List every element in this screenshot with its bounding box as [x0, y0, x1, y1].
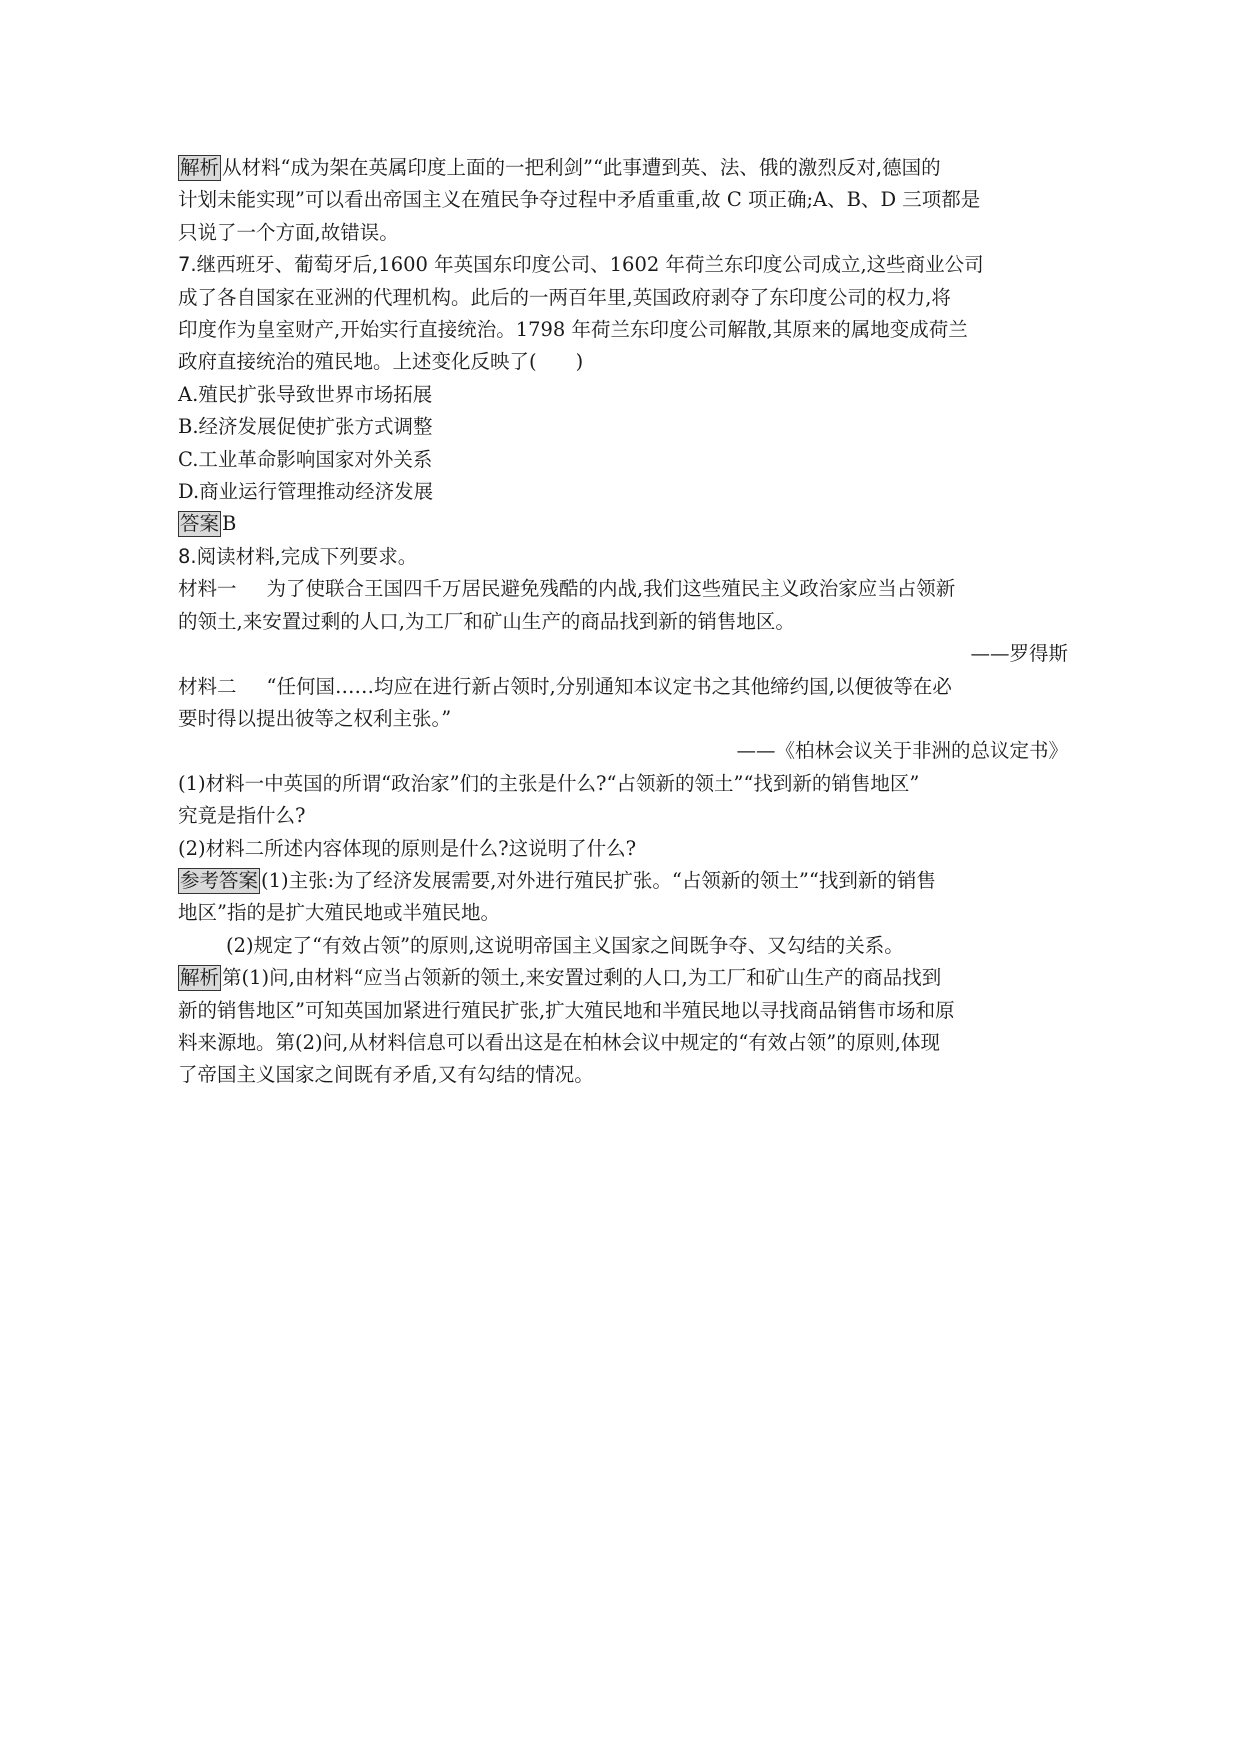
q8-analysis-line-2: 新的销售地区”可知英国加紧进行殖民扩张,扩大殖民地和半殖民地以寻找商品销售市场和原	[178, 998, 955, 1022]
q8-material1-source: ——罗得斯	[970, 642, 1068, 666]
question-8	[178, 541, 1068, 1092]
analysis-tag: 解析	[180, 966, 220, 990]
q8-analysis-line-3: 料来源地。第(2)问,从材料信息可以看出这是在柏林会议中规定的“有效占领”的原则,体现	[178, 1030, 940, 1054]
q7-answer-value: B	[222, 512, 237, 536]
q8-analysis-line-1: 解析 第(1)问,由材料“应当占领新的领土,来安置过剩的人口,为工厂和矿山生产的商品找到	[180, 966, 942, 990]
material1-label: 材料一	[178, 577, 237, 601]
q8-analysis-line-4: 了帝国主义国家之间既有矛盾,又有勾结的情况。	[178, 1063, 594, 1087]
q6-analysis	[178, 152, 1068, 249]
q7-stem-line-2: 成了各自国家在亚洲的代理机构。此后的一两百年里,英国政府剥夺了东印度公司的权力,将	[178, 285, 951, 309]
document-body	[178, 152, 1068, 1092]
q8-material2-line-1: 材料二 “任何国……均应在进行新占领时,分别通知本议定书之其他缔约国,以便彼等在必	[178, 674, 952, 698]
q7-number: 7.	[178, 253, 197, 277]
q7-stem-line-4: 政府直接统治的殖民地。上述变化反映了( )	[178, 350, 584, 374]
question-7	[178, 249, 1068, 541]
q8-question1-line-1: (1)材料一中英国的所谓“政治家”们的主张是什么?“占领新的领土”“找到新的销售地区”	[178, 771, 920, 795]
q6-analysis-line-2: 计划未能实现”可以看出帝国主义在殖民争夺过程中矛盾重重,故 C 项正确;A、B、D 三项都是	[178, 188, 981, 212]
q6-analysis-line-3: 只说了一个方面,故错误。	[178, 220, 399, 244]
q7-option-d: D.商业运行管理推动经济发展	[178, 480, 434, 504]
q8-ref-answer-2: (2)规定了“有效占领”的原则,这说明帝国主义国家之间既争夺、又勾结的关系。	[226, 933, 904, 957]
q7-option-c: C.工业革命影响国家对外关系	[178, 447, 433, 471]
q7-stem-line-1: 7.继西班牙、葡萄牙后,1600 年英国东印度公司、1602 年荷兰东印度公司成立,这些商业公司	[178, 253, 984, 277]
q8-material2-line-2: 要时得以提出彼等之权利主张。”	[178, 706, 452, 730]
q8-material1-line-2: 的领土,来安置过剩的人口,为工厂和矿山生产的商品找到新的销售地区。	[178, 609, 795, 633]
q8-ref-answer-line-1: 参考答案 (1)主张:为了经济发展需要,对外进行殖民扩张。“占领新的领土”“找到新的销售	[180, 868, 936, 892]
q7-answer	[178, 508, 1068, 540]
q8-material2-source: ——《柏林会议关于非洲的总议定书》	[736, 739, 1068, 763]
q7-stem-line-3: 印度作为皇室财产,开始实行直接统治。1798 年荷兰东印度公司解散,其原来的属地变成荷兰	[178, 318, 968, 342]
analysis-tag: 解析	[180, 156, 220, 179]
q6-analysis-line-1: 解析 从材料“成为架在英属印度上面的一把利剑”“此事遭到英、法、俄的激烈反对,德国的	[180, 156, 941, 179]
q7-option-b: B.经济发展促使扩张方式调整	[178, 415, 433, 439]
q8-prompt: 8.阅读材料,完成下列要求。	[178, 544, 418, 568]
q8-number: 8.	[178, 544, 197, 568]
q8-material1-line-1: 材料一 为了使联合王国四千万居民避免残酷的内战,我们这些殖民主义政治家应当占领新	[178, 577, 956, 601]
material2-label: 材料二	[178, 674, 237, 698]
ref-answer-tag: 参考答案	[180, 868, 259, 892]
q8-question2: (2)材料二所述内容体现的原则是什么?这说明了什么?	[178, 836, 637, 860]
q8-ref-answer-line-2: 地区”指的是扩大殖民地或半殖民地。	[178, 901, 500, 925]
q7-option-a: A.殖民扩张导致世界市场拓展	[178, 382, 433, 406]
q8-question1-line-2: 究竟是指什么?	[178, 804, 306, 828]
answer-tag: 答案	[180, 512, 220, 536]
